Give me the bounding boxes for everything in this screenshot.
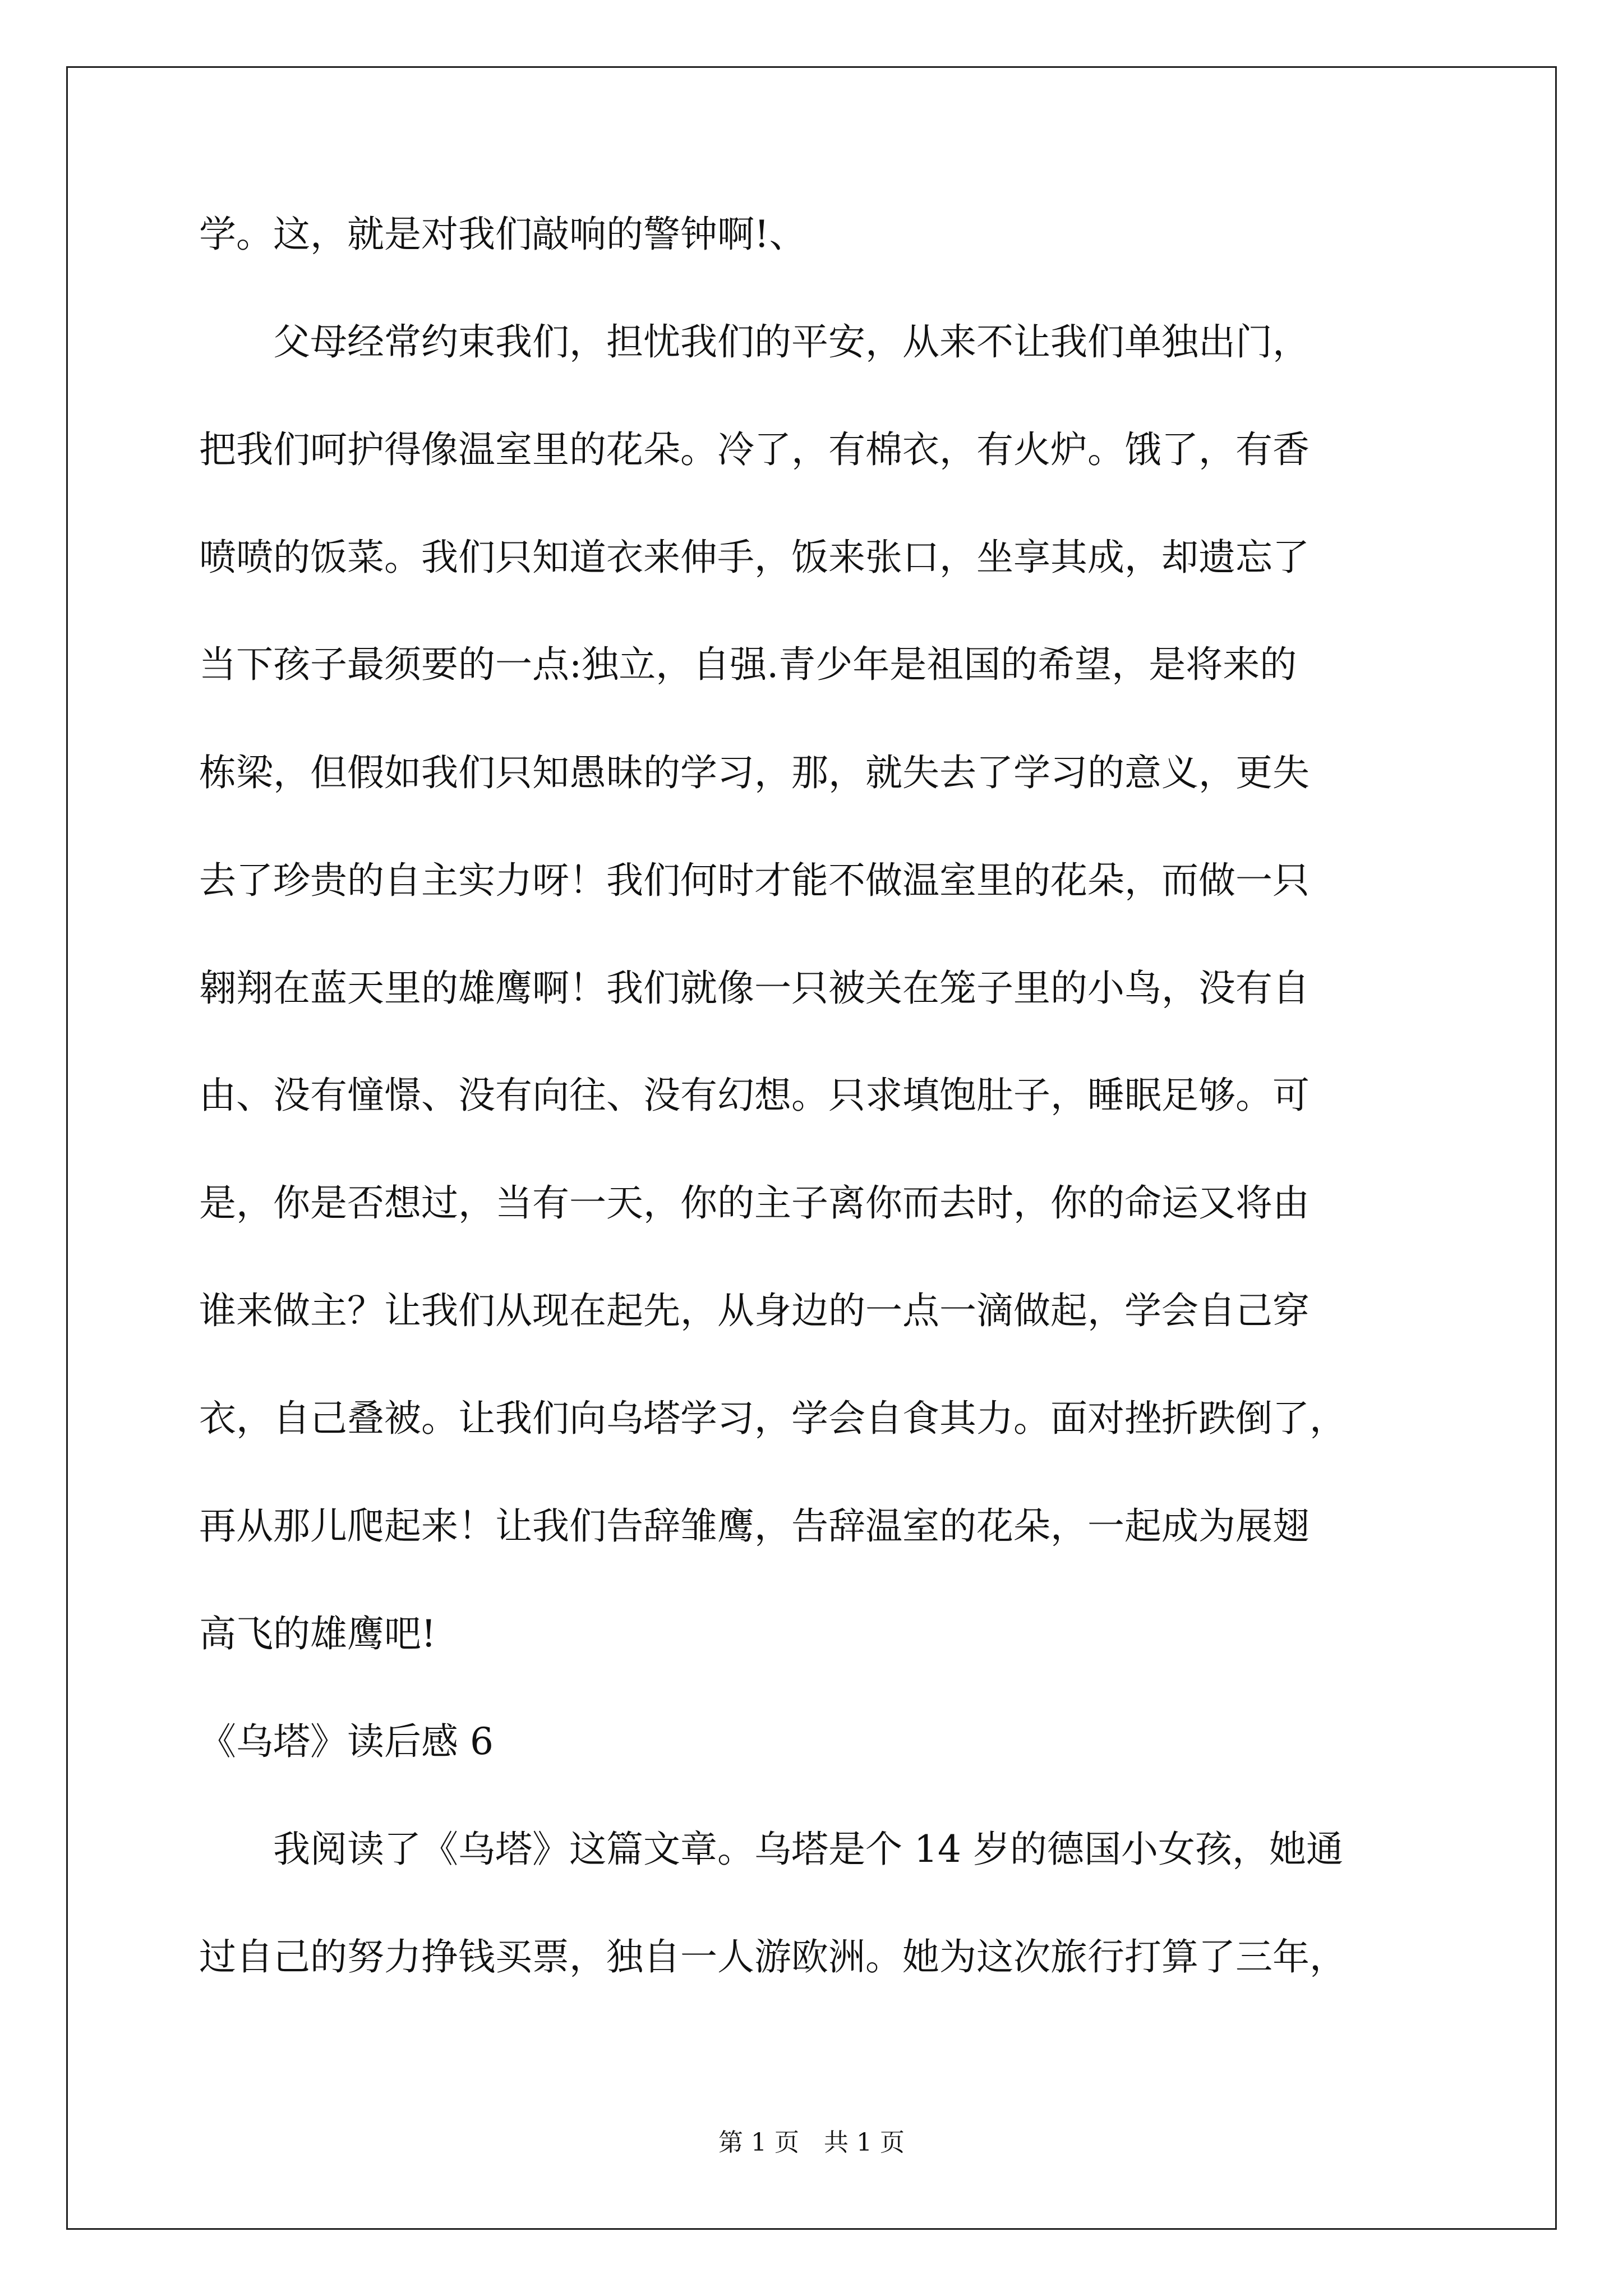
section-heading: 《乌塔》读后感 6 [199,1720,494,1763]
text-line: 再从那儿爬起来！让我们告辞雏鹰，告辞温室的花朵，一起成为展翅 [199,1504,1310,1548]
page-frame [66,66,1557,2230]
text-line: 父母经常约束我们，担忧我们的平安，从来不让我们单独出门， [199,320,1310,364]
text-line: 是，你是否想过，当有一天，你的主子离你而去时，你的命运又将由 [199,1181,1310,1225]
text-line: 衣，自己叠被。让我们向乌塔学习，学会自食其力。面对挫折跌倒了， [199,1397,1347,1440]
text-line: 栋梁，但假如我们只知愚昧的学习，那，就失去了学习的意义，更失 [199,751,1310,794]
page-footer: 第 1 页 共 1 页 [718,2128,905,2157]
text-line: 谁来做主？让我们从现在起先，从身边的一点一滴做起，学会自己穿 [199,1289,1310,1332]
text-line: 由、没有憧憬、没有向往、没有幻想。只求填饱肚子，睡眠足够。可 [199,1074,1310,1117]
text-line: 去了珍贵的自主实力呀！我们何时才能不做温室里的花朵，而做一只 [199,859,1310,902]
text-line: 过自己的努力挣钱买票，独自一人游欧洲。她为这次旅行打算了三年， [199,1935,1347,1978]
text-line: 翱翔在蓝天里的雄鹰啊！我们就像一只被关在笼子里的小鸟，没有自 [199,967,1310,1010]
text-line: 学。这，就是对我们敲响的警钟啊!、 [199,213,806,256]
text-line: 我阅读了《乌塔》这篇文章。乌塔是个 14 岁的德国小女孩，她通 [199,1828,1343,1871]
text-line: 当下孩子最须要的一点:独立，自强.青少年是祖国的希望，是将来的 [199,643,1297,686]
text-line: 把我们呵护得像温室里的花朵。冷了，有棉衣，有火炉。饿了，有香 [199,428,1310,471]
text-line: 喷喷的饭菜。我们只知道衣来伸手，饭来张口，坐享其成，却遗忘了 [199,536,1310,579]
text-line: 高飞的雄鹰吧! [199,1612,436,1655]
